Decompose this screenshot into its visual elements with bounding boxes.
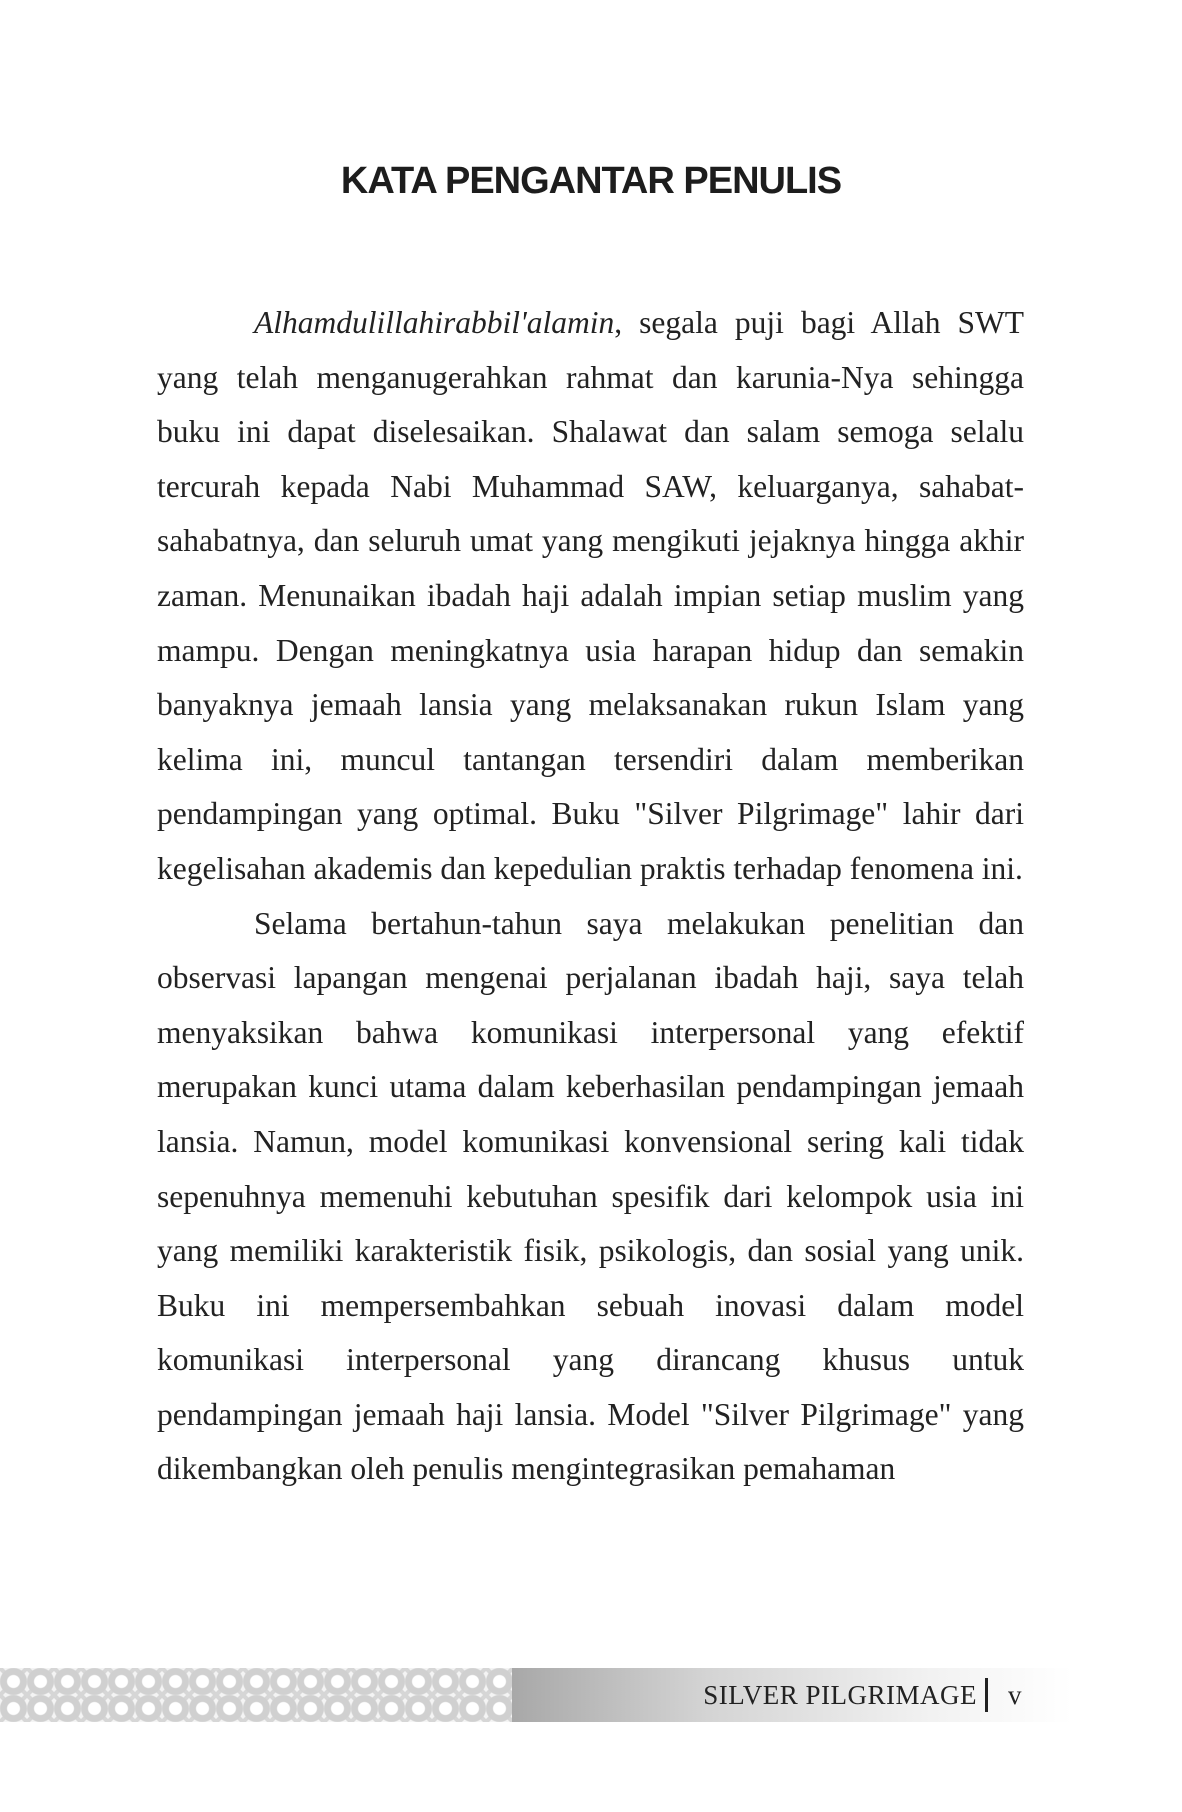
paragraph-lead: Alhamdulillahirabbil'alamin [254, 305, 615, 340]
page-number: v [1008, 1680, 1022, 1710]
paragraph-text: , segala puji bagi Allah SWT yang telah menganugerahkan rahmat dan karunia-Nya sehingga buku ini dapat diselesaikan. Shalawat dan salam semoga selalu tercurah kepada Nabi Muhammad SAW, keluarganya, sahabat-sahabatnya, dan seluruh umat yang mengikuti jejaknya hingga akhir zaman. Menunaikan ibadah haji adalah impian setiap muslim yang mampu. Dengan meningkatnya usia harapan hidup dan semakin banyaknya jemaah lansia yang melaksanakan rukun Islam yang kelima ini, muncul tantangan tersendiri dalam memberikan pendampingan yang optimal. Buku "Silver Pilgrimage" lahir dari kegelisahan akademis dan kepedulian praktis terhadap fenomena ini. [157, 305, 1024, 886]
paragraph [157, 897, 1024, 1498]
page-footer [0, 1668, 1182, 1722]
ornament-border [0, 1668, 512, 1722]
paragraph-text: Selama bertahun-tahun saya melakukan penelitian dan observasi lapangan mengenai perjalanan ibadah haji, saya telah menyaksikan bahwa komunikasi interpersonal yang efektif merupakan kunci utama dalam keberhasilan pendampingan jemaah lansia. Namun, model komunikasi konvensional sering kali tidak sepenuhnya memenuhi kebutuhan spesifik dari kelompok usia ini yang memiliki karakteristik fisik, psikologis, dan sosial yang unik. Buku ini mempersembahkan sebuah inovasi dalam model komunikasi interpersonal yang dirancang khusus untuk pendampingan jemaah haji lansia. Model "Silver Pilgrimage" yang dikembangkan oleh penulis mengintegrasikan pemahaman [157, 905, 1024, 1487]
footer-divider [985, 1678, 988, 1712]
paragraph [157, 296, 1024, 897]
body-text [157, 296, 1024, 1497]
running-head: SILVER PILGRIMAGE [703, 1680, 977, 1710]
page-title: KATA PENGANTAR PENULIS [340, 160, 842, 202]
